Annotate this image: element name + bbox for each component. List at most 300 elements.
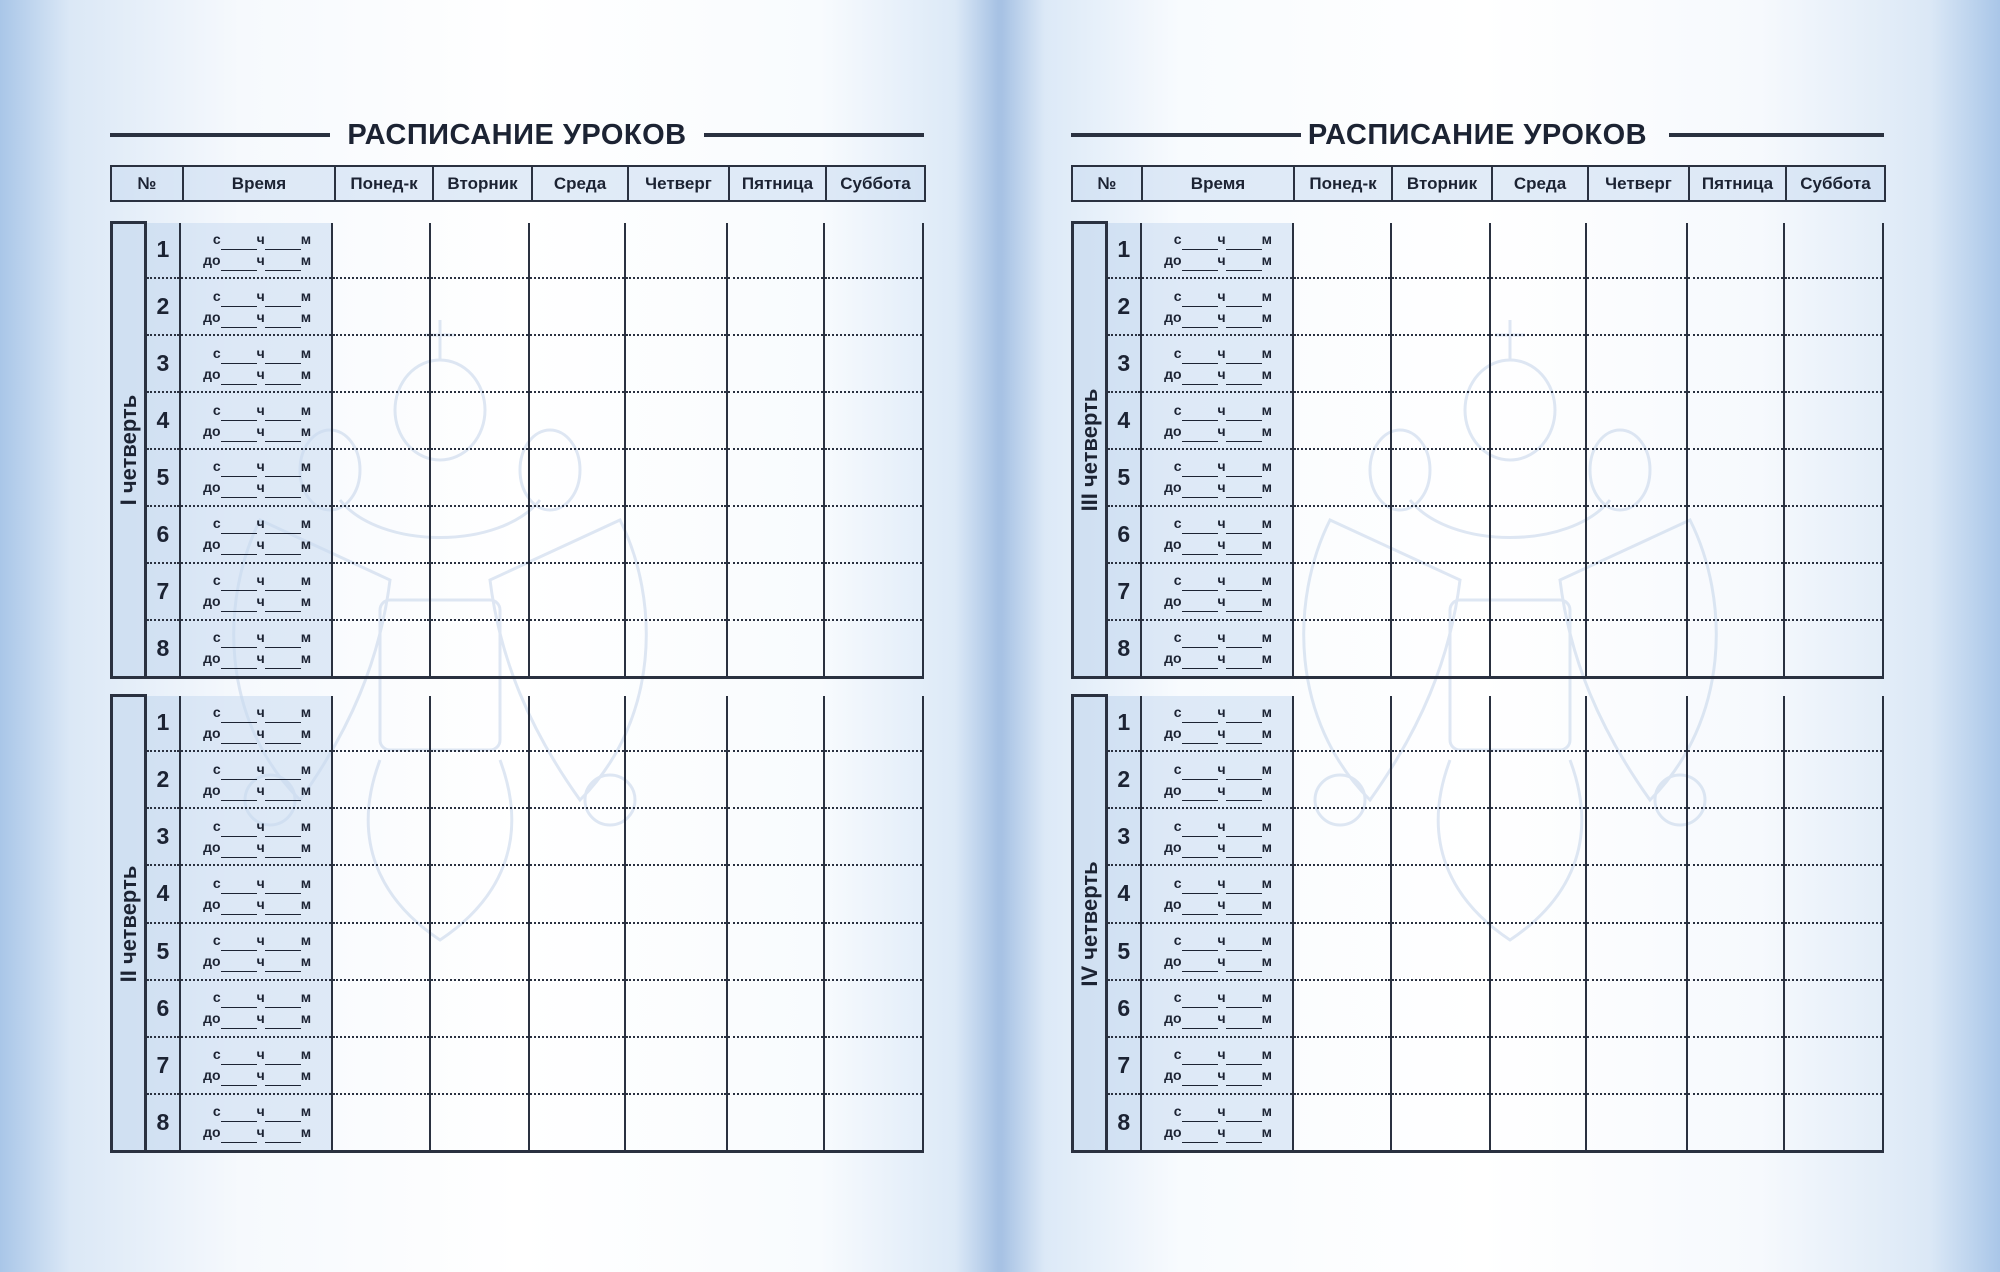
subject-cell[interactable] xyxy=(430,696,529,752)
minutes-blank[interactable] xyxy=(1226,235,1262,250)
time-from-line[interactable] xyxy=(195,343,331,364)
subject-cell[interactable] xyxy=(1687,335,1784,392)
minutes-blank[interactable] xyxy=(265,1107,301,1122)
subject-cell[interactable] xyxy=(529,563,625,620)
subject-cell[interactable] xyxy=(625,335,726,392)
subject-cell[interactable] xyxy=(824,278,923,335)
subject-cell[interactable] xyxy=(824,620,923,678)
subject-cell[interactable] xyxy=(727,1094,824,1152)
minutes-blank[interactable] xyxy=(265,427,301,442)
subject-cell[interactable] xyxy=(529,1037,625,1094)
time-slot[interactable] xyxy=(1141,223,1293,279)
time-to-line[interactable] xyxy=(1156,723,1292,744)
subject-cell[interactable] xyxy=(1784,223,1883,279)
time-slot[interactable] xyxy=(180,449,332,506)
subject-cell[interactable] xyxy=(1490,223,1586,279)
hours-blank[interactable] xyxy=(221,843,257,858)
subject-cell[interactable] xyxy=(1391,696,1490,752)
time-slot[interactable] xyxy=(1141,620,1293,678)
time-slot[interactable] xyxy=(180,335,332,392)
subject-cell[interactable] xyxy=(1490,980,1586,1037)
time-from-line[interactable] xyxy=(1156,816,1292,837)
subject-cell[interactable] xyxy=(625,449,726,506)
time-to-line[interactable] xyxy=(195,307,331,328)
time-slot[interactable] xyxy=(180,696,332,752)
time-from-line[interactable] xyxy=(195,930,331,951)
subject-cell[interactable] xyxy=(1586,620,1687,678)
time-from-line[interactable] xyxy=(1156,702,1292,723)
subject-cell[interactable] xyxy=(625,278,726,335)
subject-cell[interactable] xyxy=(1391,980,1490,1037)
time-to-line[interactable] xyxy=(1156,307,1292,328)
subject-cell[interactable] xyxy=(529,808,625,865)
time-slot[interactable] xyxy=(1141,449,1293,506)
minutes-blank[interactable] xyxy=(265,900,301,915)
subject-cell[interactable] xyxy=(430,223,529,279)
time-to-line[interactable] xyxy=(1156,1065,1292,1086)
subject-cell[interactable] xyxy=(1490,923,1586,980)
minutes-blank[interactable] xyxy=(1226,540,1262,555)
subject-cell[interactable] xyxy=(430,923,529,980)
minutes-blank[interactable] xyxy=(1226,1071,1262,1086)
subject-cell[interactable] xyxy=(332,278,430,335)
subject-cell[interactable] xyxy=(824,506,923,563)
subject-cell[interactable] xyxy=(332,392,430,449)
minutes-blank[interactable] xyxy=(265,235,301,250)
subject-cell[interactable] xyxy=(1586,980,1687,1037)
minutes-blank[interactable] xyxy=(1226,292,1262,307)
subject-cell[interactable] xyxy=(625,751,726,808)
time-to-line[interactable] xyxy=(1156,421,1292,442)
subject-cell[interactable] xyxy=(1391,506,1490,563)
subject-cell[interactable] xyxy=(1490,449,1586,506)
hours-blank[interactable] xyxy=(221,633,257,648)
minutes-blank[interactable] xyxy=(1226,597,1262,612)
subject-cell[interactable] xyxy=(625,620,726,678)
minutes-blank[interactable] xyxy=(1226,993,1262,1008)
minutes-blank[interactable] xyxy=(265,540,301,555)
subject-cell[interactable] xyxy=(1687,751,1784,808)
minutes-blank[interactable] xyxy=(265,462,301,477)
hours-blank[interactable] xyxy=(1182,936,1218,951)
hours-blank[interactable] xyxy=(221,765,257,780)
subject-cell[interactable] xyxy=(727,980,824,1037)
hours-blank[interactable] xyxy=(221,313,257,328)
minutes-blank[interactable] xyxy=(265,633,301,648)
subject-cell[interactable] xyxy=(1586,808,1687,865)
subject-cell[interactable] xyxy=(1687,506,1784,563)
time-from-line[interactable] xyxy=(195,1101,331,1122)
time-slot[interactable] xyxy=(180,1094,332,1152)
time-to-line[interactable] xyxy=(1156,250,1292,271)
subject-cell[interactable] xyxy=(1293,449,1391,506)
minutes-blank[interactable] xyxy=(265,936,301,951)
subject-cell[interactable] xyxy=(529,751,625,808)
time-slot[interactable] xyxy=(180,563,332,620)
subject-cell[interactable] xyxy=(1490,696,1586,752)
subject-cell[interactable] xyxy=(824,1094,923,1152)
subject-cell[interactable] xyxy=(1784,865,1883,922)
subject-cell[interactable] xyxy=(1586,335,1687,392)
time-to-line[interactable] xyxy=(1156,534,1292,555)
subject-cell[interactable] xyxy=(1293,696,1391,752)
subject-cell[interactable] xyxy=(1293,278,1391,335)
minutes-blank[interactable] xyxy=(1226,843,1262,858)
minutes-blank[interactable] xyxy=(265,822,301,837)
subject-cell[interactable] xyxy=(1490,620,1586,678)
minutes-blank[interactable] xyxy=(265,993,301,1008)
hours-blank[interactable] xyxy=(1182,822,1218,837)
subject-cell[interactable] xyxy=(1586,923,1687,980)
subject-cell[interactable] xyxy=(727,696,824,752)
time-from-line[interactable] xyxy=(1156,400,1292,421)
hours-blank[interactable] xyxy=(221,729,257,744)
time-from-line[interactable] xyxy=(1156,286,1292,307)
time-slot[interactable] xyxy=(1141,563,1293,620)
minutes-blank[interactable] xyxy=(1226,462,1262,477)
minutes-blank[interactable] xyxy=(265,957,301,972)
subject-cell[interactable] xyxy=(824,1037,923,1094)
minutes-blank[interactable] xyxy=(1226,1107,1262,1122)
subject-cell[interactable] xyxy=(1490,1037,1586,1094)
subject-cell[interactable] xyxy=(1586,278,1687,335)
hours-blank[interactable] xyxy=(1182,993,1218,1008)
hours-blank[interactable] xyxy=(1182,879,1218,894)
subject-cell[interactable] xyxy=(1391,449,1490,506)
subject-cell[interactable] xyxy=(625,865,726,922)
subject-cell[interactable] xyxy=(529,923,625,980)
minutes-blank[interactable] xyxy=(1226,936,1262,951)
time-slot[interactable] xyxy=(180,751,332,808)
subject-cell[interactable] xyxy=(1784,392,1883,449)
minutes-blank[interactable] xyxy=(265,1050,301,1065)
subject-cell[interactable] xyxy=(1784,751,1883,808)
minutes-blank[interactable] xyxy=(1226,822,1262,837)
subject-cell[interactable] xyxy=(1784,449,1883,506)
time-from-line[interactable] xyxy=(1156,456,1292,477)
subject-cell[interactable] xyxy=(824,563,923,620)
subject-cell[interactable] xyxy=(625,563,726,620)
time-from-line[interactable] xyxy=(1156,873,1292,894)
hours-blank[interactable] xyxy=(221,540,257,555)
subject-cell[interactable] xyxy=(824,696,923,752)
time-from-line[interactable] xyxy=(195,987,331,1008)
time-slot[interactable] xyxy=(180,223,332,279)
subject-cell[interactable] xyxy=(332,808,430,865)
hours-blank[interactable] xyxy=(221,786,257,801)
minutes-blank[interactable] xyxy=(265,1128,301,1143)
time-to-line[interactable] xyxy=(1156,837,1292,858)
subject-cell[interactable] xyxy=(430,620,529,678)
subject-cell[interactable] xyxy=(529,392,625,449)
hours-blank[interactable] xyxy=(221,1107,257,1122)
subject-cell[interactable] xyxy=(1687,865,1784,922)
subject-cell[interactable] xyxy=(430,506,529,563)
hours-blank[interactable] xyxy=(1182,633,1218,648)
subject-cell[interactable] xyxy=(824,865,923,922)
hours-blank[interactable] xyxy=(1182,729,1218,744)
hours-blank[interactable] xyxy=(1182,519,1218,534)
subject-cell[interactable] xyxy=(625,696,726,752)
minutes-blank[interactable] xyxy=(265,256,301,271)
subject-cell[interactable] xyxy=(1687,1094,1784,1152)
minutes-blank[interactable] xyxy=(1226,729,1262,744)
subject-cell[interactable] xyxy=(824,449,923,506)
subject-cell[interactable] xyxy=(529,506,625,563)
subject-cell[interactable] xyxy=(1687,278,1784,335)
minutes-blank[interactable] xyxy=(1226,633,1262,648)
time-from-line[interactable] xyxy=(195,1044,331,1065)
hours-blank[interactable] xyxy=(1182,1050,1218,1065)
time-from-line[interactable] xyxy=(195,456,331,477)
hours-blank[interactable] xyxy=(221,993,257,1008)
time-slot[interactable] xyxy=(180,980,332,1037)
subject-cell[interactable] xyxy=(529,865,625,922)
subject-cell[interactable] xyxy=(1586,223,1687,279)
subject-cell[interactable] xyxy=(625,923,726,980)
minutes-blank[interactable] xyxy=(1226,256,1262,271)
time-slot[interactable] xyxy=(180,1037,332,1094)
subject-cell[interactable] xyxy=(1784,980,1883,1037)
hours-blank[interactable] xyxy=(221,406,257,421)
minutes-blank[interactable] xyxy=(265,879,301,894)
subject-cell[interactable] xyxy=(1784,563,1883,620)
minutes-blank[interactable] xyxy=(265,349,301,364)
hours-blank[interactable] xyxy=(221,427,257,442)
time-slot[interactable] xyxy=(180,392,332,449)
subject-cell[interactable] xyxy=(1784,1037,1883,1094)
time-slot[interactable] xyxy=(1141,1037,1293,1094)
subject-cell[interactable] xyxy=(1490,392,1586,449)
subject-cell[interactable] xyxy=(1391,563,1490,620)
subject-cell[interactable] xyxy=(727,392,824,449)
time-to-line[interactable] xyxy=(195,364,331,385)
subject-cell[interactable] xyxy=(332,449,430,506)
subject-cell[interactable] xyxy=(625,1037,726,1094)
minutes-blank[interactable] xyxy=(265,708,301,723)
time-to-line[interactable] xyxy=(195,1122,331,1143)
time-to-line[interactable] xyxy=(195,534,331,555)
hours-blank[interactable] xyxy=(221,349,257,364)
time-slot[interactable] xyxy=(1141,506,1293,563)
time-to-line[interactable] xyxy=(195,477,331,498)
time-slot[interactable] xyxy=(180,808,332,865)
subject-cell[interactable] xyxy=(529,278,625,335)
time-slot[interactable] xyxy=(180,923,332,980)
subject-cell[interactable] xyxy=(625,506,726,563)
subject-cell[interactable] xyxy=(1293,1037,1391,1094)
hours-blank[interactable] xyxy=(1182,349,1218,364)
subject-cell[interactable] xyxy=(1391,1094,1490,1152)
subject-cell[interactable] xyxy=(1687,696,1784,752)
subject-cell[interactable] xyxy=(625,808,726,865)
subject-cell[interactable] xyxy=(430,563,529,620)
minutes-blank[interactable] xyxy=(1226,786,1262,801)
minutes-blank[interactable] xyxy=(265,765,301,780)
hours-blank[interactable] xyxy=(221,822,257,837)
subject-cell[interactable] xyxy=(1784,335,1883,392)
subject-cell[interactable] xyxy=(1784,506,1883,563)
subject-cell[interactable] xyxy=(727,223,824,279)
time-slot[interactable] xyxy=(1141,335,1293,392)
minutes-blank[interactable] xyxy=(1226,406,1262,421)
subject-cell[interactable] xyxy=(529,223,625,279)
subject-cell[interactable] xyxy=(529,696,625,752)
subject-cell[interactable] xyxy=(1784,1094,1883,1152)
time-slot[interactable] xyxy=(180,506,332,563)
subject-cell[interactable] xyxy=(332,563,430,620)
subject-cell[interactable] xyxy=(529,1094,625,1152)
minutes-blank[interactable] xyxy=(1226,1014,1262,1029)
subject-cell[interactable] xyxy=(727,563,824,620)
time-slot[interactable] xyxy=(1141,923,1293,980)
subject-cell[interactable] xyxy=(1391,335,1490,392)
time-from-line[interactable] xyxy=(195,400,331,421)
time-slot[interactable] xyxy=(1141,1094,1293,1152)
hours-blank[interactable] xyxy=(1182,597,1218,612)
time-from-line[interactable] xyxy=(1156,570,1292,591)
time-from-line[interactable] xyxy=(1156,759,1292,780)
hours-blank[interactable] xyxy=(221,597,257,612)
time-slot[interactable] xyxy=(1141,865,1293,922)
time-to-line[interactable] xyxy=(195,1065,331,1086)
hours-blank[interactable] xyxy=(1182,843,1218,858)
hours-blank[interactable] xyxy=(1182,654,1218,669)
subject-cell[interactable] xyxy=(1687,223,1784,279)
subject-cell[interactable] xyxy=(1293,223,1391,279)
subject-cell[interactable] xyxy=(824,980,923,1037)
hours-blank[interactable] xyxy=(1182,370,1218,385)
minutes-blank[interactable] xyxy=(1226,483,1262,498)
time-to-line[interactable] xyxy=(195,1008,331,1029)
subject-cell[interactable] xyxy=(1586,1094,1687,1152)
hours-blank[interactable] xyxy=(1182,1014,1218,1029)
subject-cell[interactable] xyxy=(1293,506,1391,563)
minutes-blank[interactable] xyxy=(1226,654,1262,669)
time-slot[interactable] xyxy=(180,278,332,335)
subject-cell[interactable] xyxy=(1586,1037,1687,1094)
subject-cell[interactable] xyxy=(529,449,625,506)
hours-blank[interactable] xyxy=(1182,786,1218,801)
minutes-blank[interactable] xyxy=(265,654,301,669)
subject-cell[interactable] xyxy=(332,506,430,563)
time-slot[interactable] xyxy=(1141,980,1293,1037)
subject-cell[interactable] xyxy=(1490,808,1586,865)
subject-cell[interactable] xyxy=(1687,620,1784,678)
subject-cell[interactable] xyxy=(1490,278,1586,335)
subject-cell[interactable] xyxy=(430,392,529,449)
subject-cell[interactable] xyxy=(1687,392,1784,449)
subject-cell[interactable] xyxy=(1293,335,1391,392)
subject-cell[interactable] xyxy=(824,392,923,449)
hours-blank[interactable] xyxy=(221,708,257,723)
minutes-blank[interactable] xyxy=(265,1014,301,1029)
time-slot[interactable] xyxy=(180,620,332,678)
minutes-blank[interactable] xyxy=(265,843,301,858)
subject-cell[interactable] xyxy=(332,751,430,808)
time-from-line[interactable] xyxy=(1156,343,1292,364)
minutes-blank[interactable] xyxy=(1226,370,1262,385)
minutes-blank[interactable] xyxy=(1226,957,1262,972)
subject-cell[interactable] xyxy=(1391,620,1490,678)
time-to-line[interactable] xyxy=(195,250,331,271)
hours-blank[interactable] xyxy=(1182,406,1218,421)
time-from-line[interactable] xyxy=(195,627,331,648)
hours-blank[interactable] xyxy=(1182,1071,1218,1086)
subject-cell[interactable] xyxy=(824,808,923,865)
time-to-line[interactable] xyxy=(1156,894,1292,915)
minutes-blank[interactable] xyxy=(265,597,301,612)
subject-cell[interactable] xyxy=(332,980,430,1037)
hours-blank[interactable] xyxy=(221,957,257,972)
subject-cell[interactable] xyxy=(1490,335,1586,392)
minutes-blank[interactable] xyxy=(1226,708,1262,723)
minutes-blank[interactable] xyxy=(1226,1050,1262,1065)
minutes-blank[interactable] xyxy=(265,292,301,307)
hours-blank[interactable] xyxy=(221,256,257,271)
subject-cell[interactable] xyxy=(824,751,923,808)
minutes-blank[interactable] xyxy=(1226,900,1262,915)
hours-blank[interactable] xyxy=(1182,462,1218,477)
hours-blank[interactable] xyxy=(1182,292,1218,307)
subject-cell[interactable] xyxy=(430,865,529,922)
subject-cell[interactable] xyxy=(529,335,625,392)
minutes-blank[interactable] xyxy=(1226,349,1262,364)
hours-blank[interactable] xyxy=(221,519,257,534)
subject-cell[interactable] xyxy=(727,808,824,865)
subject-cell[interactable] xyxy=(1586,751,1687,808)
time-slot[interactable] xyxy=(1141,751,1293,808)
hours-blank[interactable] xyxy=(221,654,257,669)
minutes-blank[interactable] xyxy=(1226,313,1262,328)
hours-blank[interactable] xyxy=(221,879,257,894)
hours-blank[interactable] xyxy=(221,483,257,498)
subject-cell[interactable] xyxy=(625,980,726,1037)
subject-cell[interactable] xyxy=(727,620,824,678)
minutes-blank[interactable] xyxy=(1226,519,1262,534)
subject-cell[interactable] xyxy=(1586,696,1687,752)
subject-cell[interactable] xyxy=(1293,620,1391,678)
subject-cell[interactable] xyxy=(1293,392,1391,449)
subject-cell[interactable] xyxy=(430,1094,529,1152)
subject-cell[interactable] xyxy=(1784,923,1883,980)
subject-cell[interactable] xyxy=(1293,563,1391,620)
hours-blank[interactable] xyxy=(1182,256,1218,271)
time-to-line[interactable] xyxy=(195,894,331,915)
subject-cell[interactable] xyxy=(1586,563,1687,620)
minutes-blank[interactable] xyxy=(265,313,301,328)
subject-cell[interactable] xyxy=(727,1037,824,1094)
time-from-line[interactable] xyxy=(1156,1044,1292,1065)
subject-cell[interactable] xyxy=(529,620,625,678)
time-to-line[interactable] xyxy=(1156,477,1292,498)
subject-cell[interactable] xyxy=(625,392,726,449)
subject-cell[interactable] xyxy=(1784,620,1883,678)
minutes-blank[interactable] xyxy=(265,370,301,385)
subject-cell[interactable] xyxy=(1687,449,1784,506)
subject-cell[interactable] xyxy=(430,1037,529,1094)
hours-blank[interactable] xyxy=(1182,708,1218,723)
time-from-line[interactable] xyxy=(1156,930,1292,951)
minutes-blank[interactable] xyxy=(1226,879,1262,894)
hours-blank[interactable] xyxy=(1182,765,1218,780)
subject-cell[interactable] xyxy=(1391,223,1490,279)
hours-blank[interactable] xyxy=(221,936,257,951)
time-slot[interactable] xyxy=(180,865,332,922)
subject-cell[interactable] xyxy=(1490,563,1586,620)
time-to-line[interactable] xyxy=(1156,780,1292,801)
subject-cell[interactable] xyxy=(1293,1094,1391,1152)
